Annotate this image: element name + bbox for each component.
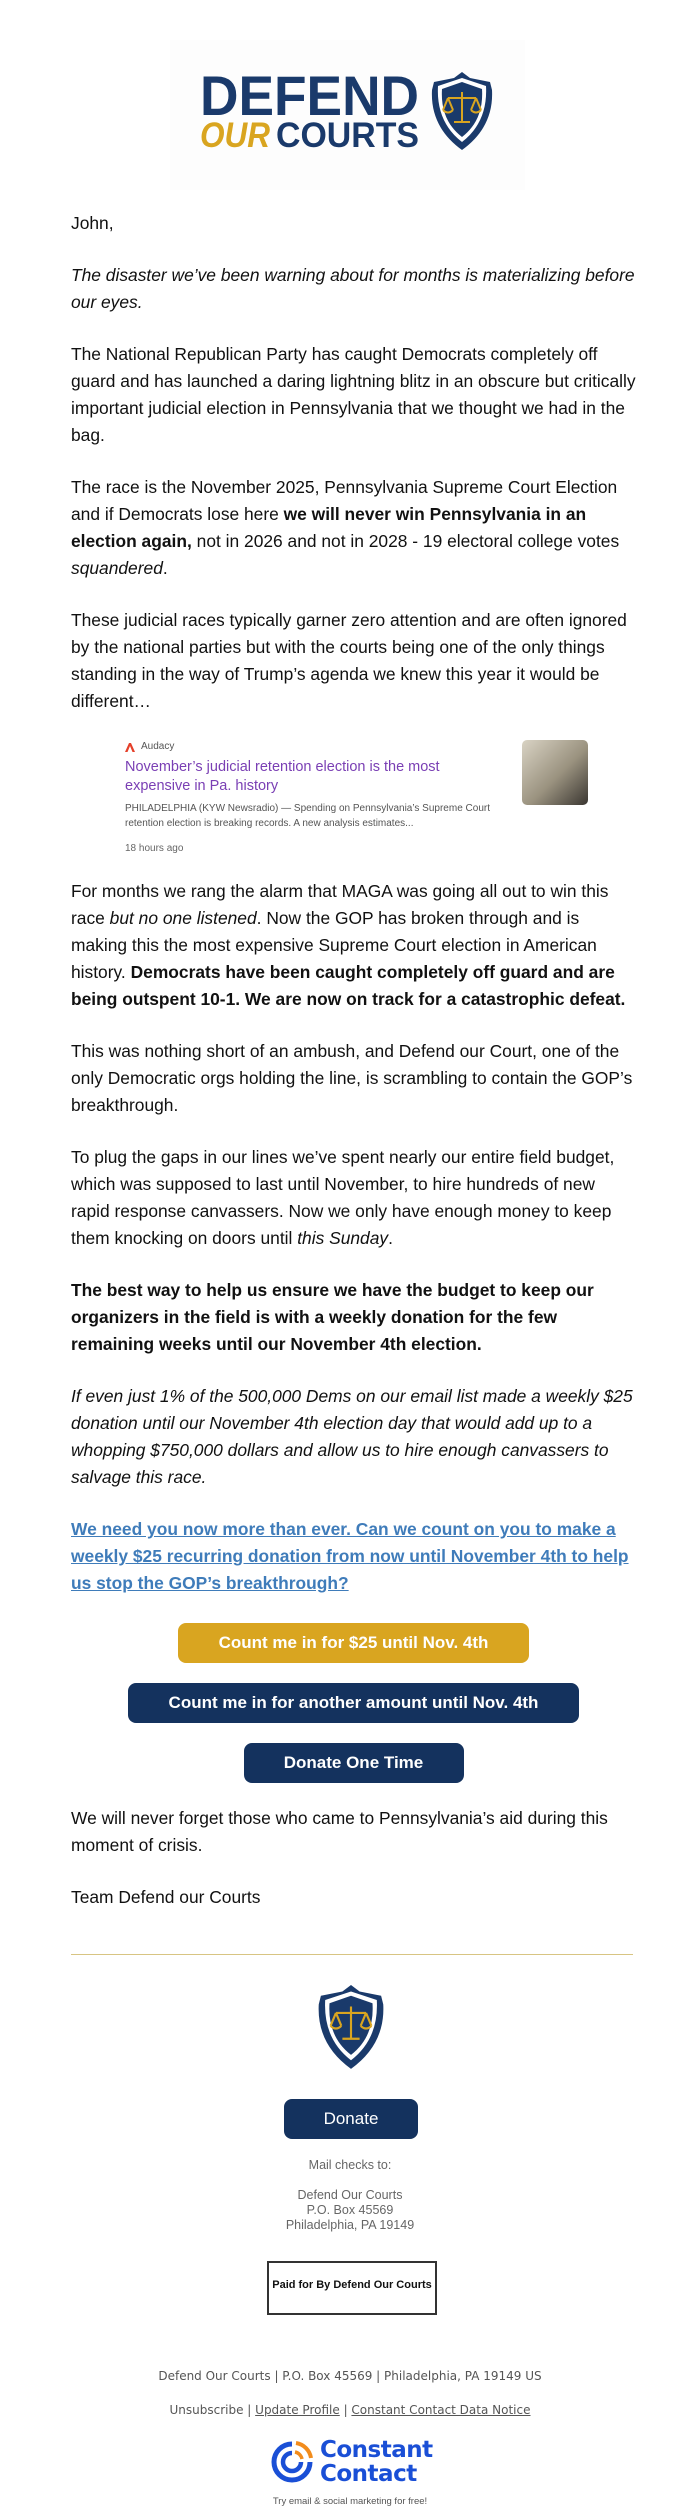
greeting: John, <box>71 213 114 233</box>
update-profile-link[interactable]: Update Profile <box>255 2403 340 2417</box>
donate-one-time-button[interactable]: Donate One Time <box>244 1743 464 1783</box>
unsubscribe-link[interactable]: Unsubscribe <box>169 2403 244 2417</box>
constant-contact-logo[interactable] <box>270 2438 433 2486</box>
shield-scales-icon <box>316 1985 386 2071</box>
donate-25-weekly-button[interactable]: Count me in for $25 until Nov. 4th <box>178 1623 529 1663</box>
logo <box>170 40 525 190</box>
logo-defend: DEFEND <box>200 64 419 127</box>
paragraph: For months we rang the alarm that MAGA was going all out to win this race but no one listened. Now the GOP has broken through and is making this the most expensive Supreme Court election in American history. Democrats have been caught completely off guard and are being outspent 10-1. We are now on track for a catastrophic defeat. <box>71 881 626 1009</box>
donation-ask-link[interactable]: We need you now more than ever. Can we count on you to make a weekly $25 recurring donation from now until November 4th to help us stop the GOP’s breakthrough? <box>71 1519 629 1593</box>
paragraph: This was nothing short of an ambush, and Defend our Court, one of the only Democratic orgs holding the line, is scrambling to contain the GOP’s breakthrough. <box>71 1041 633 1115</box>
footer-links: Unsubscribe | Update Profile | Constant Contact Data Notice <box>169 2403 531 2417</box>
shield-scales-icon <box>432 72 492 150</box>
paragraph: The National Republican Party has caught Democrats completely off guard and has launched a daring lightning blitz in an obscure but critically important judicial election in Pennsylvania that we thought we had in the bag. <box>71 344 636 445</box>
article-thumbnail <box>522 740 588 805</box>
closing-paragraph: We will never forget those who came to Pennsylvania’s aid during this moment of crisis. <box>71 1808 608 1855</box>
paragraph: The race is the November 2025, Pennsylvania Supreme Court Election and if Democrats lose here we will never win Pennsylvania in an election again, not in 2026 and not in 2028 - 19 electoral college votes squandered. <box>71 477 620 578</box>
paragraph: These judicial races typically garner zero attention and are often ignored by the national parties but with the courts being one of the only things standing in the way of Trump’s agenda we knew this year it would be different… <box>71 610 627 711</box>
cc-word-2: Contact <box>320 2461 417 2487</box>
paid-for-disclaimer: Paid for By Defend Our Courts <box>267 2261 437 2315</box>
intro-paragraph: The disaster we’ve been warning about for months is materializing before our eyes. <box>71 265 635 312</box>
cc-word-1: Constant <box>320 2437 433 2463</box>
footer-org-address: Defend Our Courts | P.O. Box 45569 | Philadelphia, PA 19149 US <box>158 2369 542 2383</box>
logo-our: OUR <box>200 116 271 155</box>
logo-courts: COURTS <box>276 116 419 155</box>
donate-other-weekly-button[interactable]: Count me in for another amount until Nov. 4th <box>128 1683 579 1723</box>
signoff: Team Defend our Courts <box>71 1887 261 1907</box>
paragraph: The best way to help us ensure we have the budget to keep our organizers in the field is with a weekly donation for the few remaining weeks until our November 4th election. <box>71 1280 594 1354</box>
divider <box>71 1954 633 1955</box>
mailing-address: Defend Our Courts P.O. Box 45569 Philadelphia, PA 19149 <box>285 2188 415 2232</box>
article-source: Audacy <box>141 741 175 752</box>
footer-donate-button[interactable]: Donate <box>284 2099 418 2139</box>
article-snippet: PHILADELPHIA (KYW Newsradio) — Spending on Pennsylvania’s Supreme Court retention election is breaking records. A new analysis estimates... <box>125 803 490 829</box>
constant-contact-icon <box>270 2440 314 2484</box>
email-body <box>71 210 636 1936</box>
mail-checks-label: Mail checks to: <box>308 2158 392 2172</box>
article-title[interactable]: November’s judicial retention election is the most expensive in Pa. history <box>125 759 440 794</box>
cc-tagline: Try email & social marketing for free! <box>272 2496 428 2507</box>
data-notice-link[interactable]: Constant Contact Data Notice <box>351 2403 531 2417</box>
paragraph: If even just 1% of the 500,000 Dems on our email list made a weekly $25 donation until our November 4th election day that would add up to a whopping $750,000 dollars and allow us to hire enough canvassers to salvage this race. <box>71 1386 633 1487</box>
paragraph: To plug the gaps in our lines we’ve spent nearly our entire field budget, which was supposed to last until November, to hire hundreds of new rapid response canvassers. Now we only have enough money to keep them knocking on doors until this Sunday. <box>71 1147 615 1248</box>
news-article-card[interactable] <box>125 740 593 854</box>
article-time: 18 hours ago <box>125 843 184 854</box>
audacy-logo-icon <box>125 743 135 752</box>
